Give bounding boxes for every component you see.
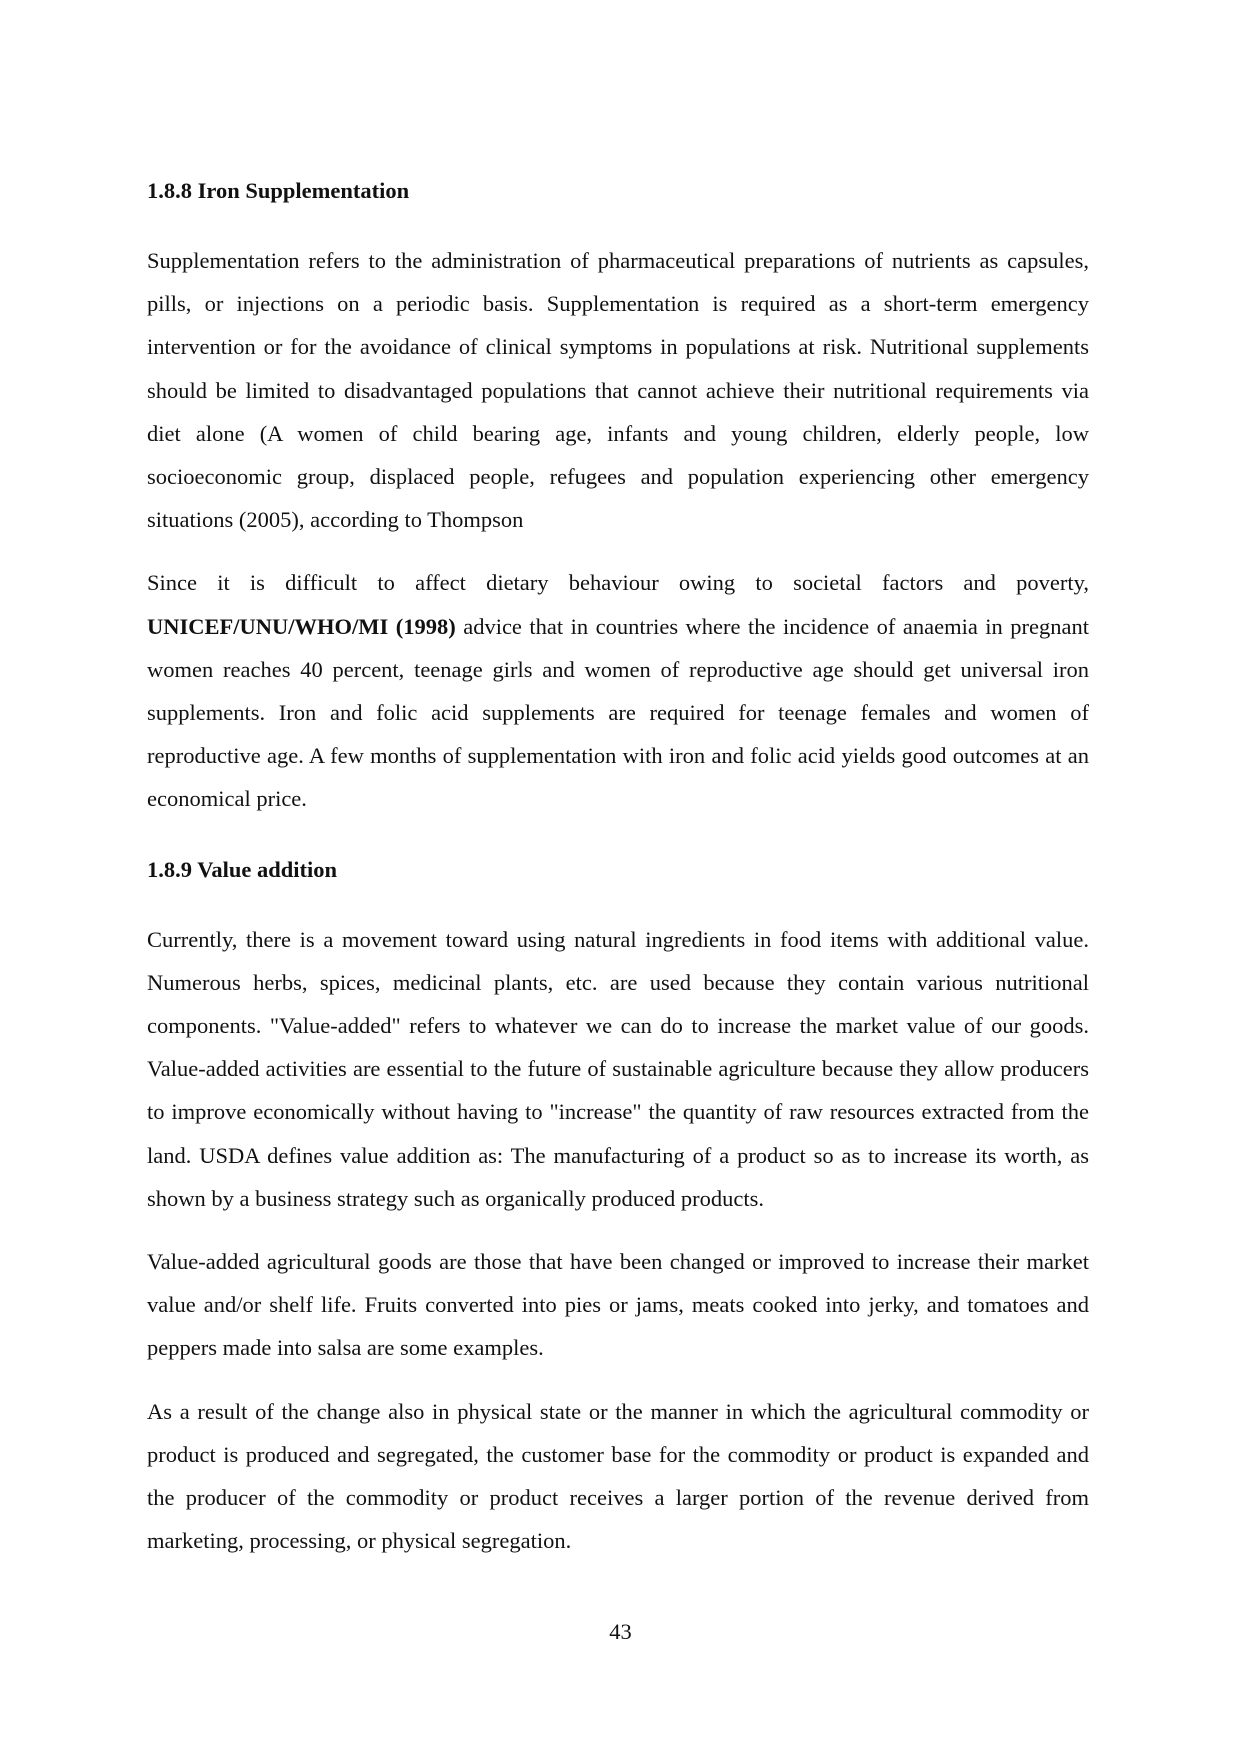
page-number: 43: [609, 1619, 632, 1644]
paragraph-unicef-lead: Since it is difficult to affect dietary behaviour owing to societal factors and poverty,: [147, 570, 1089, 596]
document-page: [147, 176, 1089, 1562]
paragraph-value-added-examples: Value-added agricultural goods are those that have been changed or improved to increase their market value and/or shelf life. Fruits converted into pies or jams, meats cooked into jerky, and tomatoes and peppers made into salsa are some examples.: [147, 1249, 1089, 1361]
paragraph-value-added-definition: Currently, there is a movement toward using natural ingredients in food items with additional value. Numerous herbs, spices, medicinal plants, etc. are used because they contain various nutritional components. "Value-added" refers to whatever we can do to increase the market value of our goods. Value-added activities are essential to the future of sustainable agriculture because they allow producers to improve economically without having to "increase" the quantity of raw resources extracted from the land. USDA defines value addition as: The manufacturing of a product so as to increase its worth, as shown by a business strategy such as organically produced products.: [147, 926, 1089, 1211]
paragraph-supplementation-definition: Supplementation refers to the administration of pharmaceutical preparations of nutrients as capsules, pills, or injections on a periodic basis. Supplementation is required as a short-term emergency intervention or for the avoidance of clinical symptoms in populations at risk. Nutritional supplements should be limited to disadvantaged populations that cannot achieve their nutritional requirements via diet alone (A women of child bearing age, infants and young children, elderly people, low socioeconomic group, displaced people, refugees and population experiencing other emergency situations (2005), according to Thompson: [147, 248, 1089, 533]
section-heading-value-addition: 1.8.9 Value addition: [147, 856, 338, 882]
paragraph-unicef-rest: advice that in countries where the incidence of anaemia in pregnant women reaches 40 percent, teenage girls and women of reproductive age should get universal iron supplements. Iron and folic acid supplements are required for teenage females and women of reproductive age. A few months of supplementation with iron and folic acid yields good outcomes at an economical price.: [147, 613, 1089, 812]
paragraph-unicef-advice: [147, 561, 1089, 820]
section-heading-iron-supplementation: 1.8.8 Iron Supplementation: [147, 178, 410, 203]
paragraph-customer-base: As a result of the change also in physical state or the manner in which the agricultural commodity or product is produced and segregated, the customer base for the commodity or product is expanded and the producer of the commodity or product receives a larger portion of the revenue derived from marketing, processing, or physical segregation.: [147, 1398, 1089, 1554]
citation-unicef: UNICEF/UNU/WHO/MI (1998): [147, 613, 456, 639]
